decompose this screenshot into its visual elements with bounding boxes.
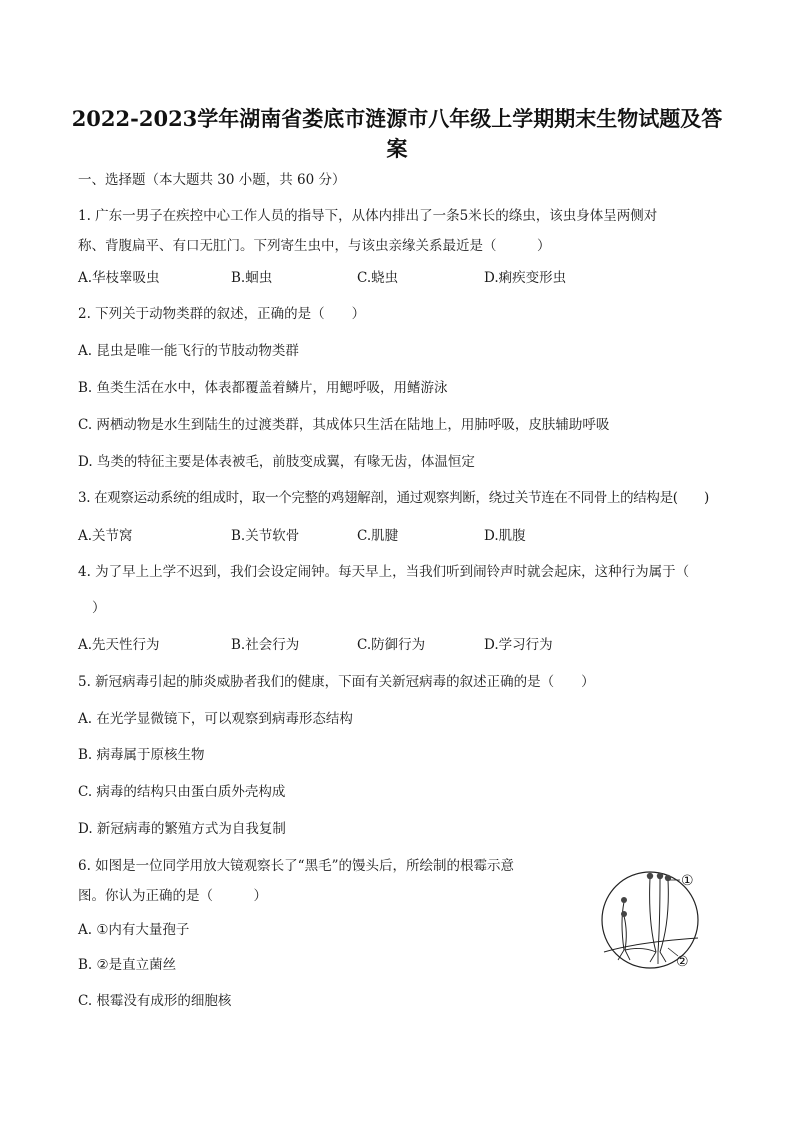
q6-option-b: B. ②是直立菌丝 xyxy=(78,957,177,973)
figure-label-2: ② xyxy=(676,954,689,970)
q6-stem-line-1: 6. 如图是一位同学用放大镜观察长了“黑毛”的馒头后，所绘制的根霉示意 xyxy=(78,858,514,874)
q2-option-a: A. 昆虫是唯一能飞行的节肢动物类群 xyxy=(78,343,299,359)
q4-option-a: A.先天性行为 xyxy=(78,637,160,653)
q6-option-c: C. 根霉没有成形的细胞核 xyxy=(78,993,232,1009)
q4-stem-line-1: 4. 为了早上上学不迟到，我们会设定闹钟。每天早上，当我们听到闹铃声时就会起床，这种行为属于（ xyxy=(78,564,690,580)
q3-option-b: B.关节软骨 xyxy=(231,528,300,544)
q5-option-b: B. 病毒属于原核生物 xyxy=(78,747,205,763)
q2-stem: 2. 下列关于动物类群的叙述，正确的是（ ） xyxy=(78,306,366,322)
q1-option-d: D.痢疾变形虫 xyxy=(484,270,567,286)
sporangiophore xyxy=(622,902,624,950)
q5-option-d: D. 新冠病毒的繁殖方式为自我复制 xyxy=(78,821,286,837)
sporangium xyxy=(647,873,653,879)
q5-option-a: A. 在光学显微镜下，可以观察到病毒形态结构 xyxy=(78,711,353,727)
q1-stem-line-1: 1. 广东一男子在疾控中心工作人员的指导下，从体内排出了一条5米长的绦虫，该虫身体呈两侧对 xyxy=(78,208,658,224)
q5-stem: 5. 新冠病毒引起的肺炎威胁者我们的健康，下面有关新冠病毒的叙述正确的是（ ） xyxy=(78,674,595,690)
q3-stem: 3. 在观察运动系统的组成时，取一个完整的鸡翅解剖，通过观察判断，绕过关节连在不同骨上的结构是( ) xyxy=(78,490,709,506)
q4-option-d: D.学习行为 xyxy=(484,637,553,653)
stolon xyxy=(625,948,656,952)
q1-option-b: B.蛔虫 xyxy=(231,270,273,286)
rhizoids xyxy=(618,950,666,964)
q2-option-c: C. 两栖动物是水生到陆生的过渡类群，其成体只生活在陆地上，用肺呼吸，皮肤辅助呼吸 xyxy=(78,417,610,433)
q6-stem-line-2: 图。你认为正确的是（ ） xyxy=(78,888,267,904)
q3-option-a: A.关节窝 xyxy=(78,528,133,544)
document-title xyxy=(60,104,734,164)
sporangiophore xyxy=(624,916,626,950)
q4-stem-line-2: ） xyxy=(92,600,106,616)
q2-option-d: D. 鸟类的特征主要是体表被毛，前肢变成翼，有喙无齿，体温恒定 xyxy=(78,454,475,470)
rhizopus-diagram xyxy=(598,862,720,974)
q3-option-d: D.肌腹 xyxy=(484,528,526,544)
sporangium xyxy=(621,911,627,917)
q1-option-c: C.蛲虫 xyxy=(357,270,399,286)
sporangium xyxy=(657,873,663,879)
q4-option-c: C.防御行为 xyxy=(357,637,426,653)
sporangium xyxy=(621,897,627,903)
q5-option-c: C. 病毒的结构只由蛋白质外壳构成 xyxy=(78,784,286,800)
q6-option-a: A. ①内有大量孢子 xyxy=(78,922,190,938)
figure-label-1: ① xyxy=(681,873,694,889)
sporangiophore xyxy=(658,878,660,952)
q1-stem-line-2: 称、背腹扁平、有口无肛门。下列寄生虫中，与该虫亲缘关系最近是（ ） xyxy=(78,238,551,254)
q2-option-b: B. 鱼类生活在水中，体表都覆盖着鳞片，用鳃呼吸，用鳍游泳 xyxy=(78,380,448,396)
section-heading: 一、选择题（本大题共 30 小题，共 60 分） xyxy=(78,172,346,188)
q1-option-a: A.华枝睾吸虫 xyxy=(78,270,160,286)
title-line-2: 案 xyxy=(386,136,408,161)
sporangiophore xyxy=(650,878,656,952)
title-line-1: 2022-2023学年湖南省娄底市涟源市八年级上学期期末生物试题及答 xyxy=(71,106,723,131)
q4-option-b: B.社会行为 xyxy=(231,637,300,653)
q3-option-c: C.肌腱 xyxy=(357,528,399,544)
